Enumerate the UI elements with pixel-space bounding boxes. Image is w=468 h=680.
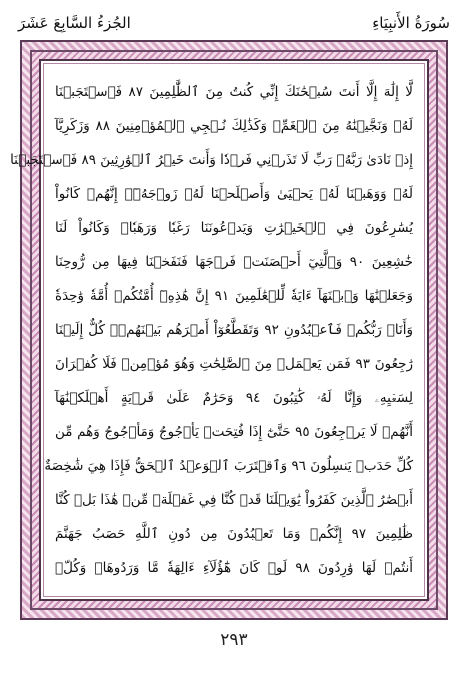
text-frame	[10, 59, 429, 601]
text-line: لَهُۥ وَوَهَبۡنَا لَهُۥ يَحۡيَىٰ وَأَصۡلَحۡنَا لَهُۥ زَوۡجَهُۥٓۚ إِنَّهُمۡ كَانُواْ	[55, 186, 413, 202]
juz-name: الجُزءُ السَّابِعَ عَشَرَ	[18, 14, 131, 32]
ornamental-border	[10, 40, 448, 620]
text-line: كُلِّ حَدَبٖ يَنسِلُونَ ٩٦ وَٱقۡتَرَبَ ٱلۡوَعۡدُ ٱلۡحَقُّ فَإِذَا هِيَ شَٰخِصَةٌ	[44, 458, 413, 474]
page-number: ٢٩٣	[220, 630, 248, 650]
text-line: لَهُۥ وَنَجَّيۡنَٰهُ مِنَ ٱلۡغَمِّۚ وَكَذَٰلِكَ نُـۨجِي ٱلۡمُؤۡمِنِينَ ٨٨ وَزَكَرِيَّآ	[55, 118, 414, 134]
text-line: أَبۡصَٰرُ ٱلَّذِينَ كَفَرُواْ يَٰوَيۡلَنَا قَدۡ كُنَّا فِي غَفۡلَةٖ مِّنۡ هَٰذَا بَلۡ كُنَّا	[55, 492, 413, 508]
page-header	[18, 10, 450, 36]
text-line: إِذۡ نَادَىٰ رَبَّهُۥ رَبِّ لَا تَذَرۡنِي فَرۡدٗا وَأَنتَ خَيۡرُ ٱلۡوَٰرِثِينَ ٨٩ فَٱسۡتَجَبۡنَا	[10, 152, 413, 168]
verse-text-block	[10, 75, 414, 585]
text-line: ظَٰلِمِينَ ٩٧ إِنَّكُمۡ وَمَا تَعۡبُدُونَ مِن دُونِ ٱللَّهِ حَصَبُ جَهَنَّمَ	[55, 526, 413, 542]
text-line: أَنتُمۡ لَهَا وَٰرِدُونَ ٩٨ لَوۡ كَانَ هَٰٓؤُلَآءِ ءَالِهَةٗ مَّا وَرَدُوهَاۖ وَكُلّٞ	[55, 560, 413, 576]
text-line: أَنَّهُمۡ لَا يَرۡجِعُونَ ٩٥ حَتَّىٰٓ إِذَا فُتِحَتۡ يَأۡجُوجُ وَمَأۡجُوجُ وَهُم مِّن	[55, 424, 413, 440]
text-line: وَأَنَا۠ رَبُّكُمۡ فَٱعۡبُدُونِ ٩٢ وَتَقَطَّعُوٓاْ أَمۡرَهُم بَيۡنَهُمۡۖ كُلٌّ إِلَيۡنَا	[55, 322, 413, 338]
text-line: لَّا إِلَٰهَ إِلَّا أَنتَ سُبۡحَٰنَكَ إِنِّي كُنتُ مِنَ ٱلظَّٰلِمِينَ ٨٧ فَٱسۡتَجَبۡنَا	[55, 84, 413, 100]
text-line: خَٰشِعِينَ ٩٠ وَٱلَّتِيٓ أَحۡصَنَتۡ فَرۡجَهَا فَنَفَخۡنَا فِيهَا مِن رُّوحِنَا	[55, 254, 413, 270]
text-line: وَجَعَلۡنَٰهَا وَٱبۡنَهَآ ءَايَةٗ لِّلۡعَٰلَمِينَ ٩١ إِنَّ هَٰذِهِۦٓ أُمَّتُكُمۡ أُمَّةٗ وَٰحِدَةٗ	[55, 288, 414, 304]
ornamental-border-inner	[10, 50, 438, 610]
surah-name: سُورَةُ الأَنبِيَاءِ	[372, 14, 450, 32]
text-line: يُسَٰرِعُونَ فِي ٱلۡخَيۡرَٰتِ وَيَدۡعُونَنَا رَغَبٗا وَرَهَبٗاۖ وَكَانُواْ لَنَا	[55, 220, 413, 236]
text-line: رَٰجِعُونَ ٩٣ فَمَن يَعۡمَلۡ مِنَ ٱلصَّٰلِحَٰتِ وَهُوَ مُؤۡمِنٞ فَلَا كُفۡرَانَ	[55, 356, 413, 372]
text-line: لِسَعۡيِهِۦ وَإِنَّا لَهُۥ كَٰتِبُونَ ٩٤ وَحَرَٰمٌ عَلَىٰ قَرۡيَةٍ أَهۡلَكۡنَٰهَآ	[55, 390, 413, 406]
